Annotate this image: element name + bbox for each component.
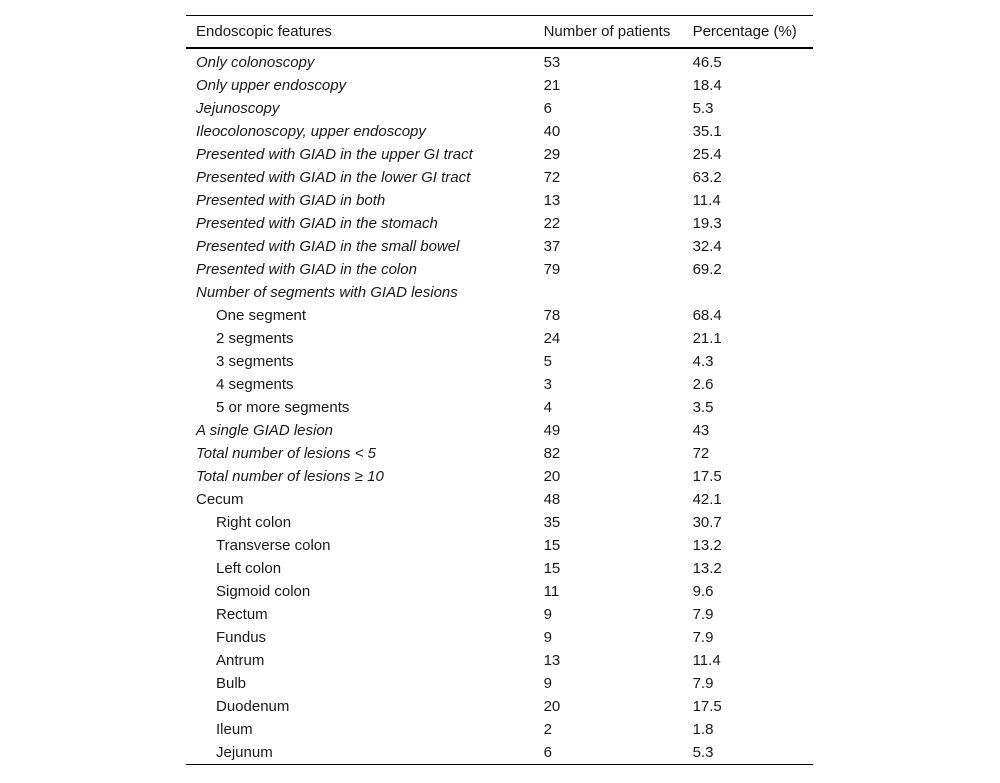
table-row	[186, 557, 813, 580]
cell-patients: 49	[543, 422, 561, 439]
cell-feature: Presented with GIAD in both	[196, 192, 386, 209]
cell-percentage: 3.5	[692, 399, 714, 416]
cell-percentage: 72	[692, 445, 710, 462]
cell-feature: Jejunum	[216, 744, 273, 761]
cell-percentage: 17.5	[692, 468, 722, 485]
cell-percentage: 17.5	[692, 698, 722, 715]
cell-feature: Total number of lesions < 5	[196, 445, 376, 462]
cell-feature: Total number of lesions ≥ 10	[196, 468, 384, 485]
cell-feature: 2 segments	[216, 330, 294, 347]
cell-feature: Right colon	[216, 514, 292, 531]
table-row	[186, 672, 813, 695]
cell-patients: 15	[543, 537, 561, 554]
cell-feature: 4 segments	[216, 376, 294, 393]
cell-percentage: 5.3	[692, 744, 714, 761]
cell-patients: 20	[543, 468, 561, 485]
cell-patients: 13	[543, 192, 561, 209]
cell-patients: 53	[543, 54, 561, 71]
table-row	[186, 626, 813, 649]
cell-patients: 37	[543, 238, 561, 255]
cell-patients: 11	[543, 583, 560, 600]
cell-patients: 5	[543, 353, 552, 370]
table-body	[186, 48, 813, 765]
cell-percentage: 13.2	[692, 537, 722, 554]
cell-feature: Sigmoid colon	[216, 583, 311, 600]
cell-feature: A single GIAD lesion	[196, 422, 334, 439]
table-row	[186, 258, 813, 281]
table-row	[186, 120, 813, 143]
cell-feature: Cecum	[196, 491, 244, 508]
table-row	[186, 465, 813, 488]
cell-feature: Bulb	[216, 675, 247, 692]
cell-patients: 9	[543, 675, 552, 692]
table-row	[186, 97, 813, 120]
table-row	[186, 373, 813, 396]
table-row	[186, 396, 813, 419]
cell-feature: Duodenum	[216, 698, 290, 715]
table-row	[186, 488, 813, 511]
cell-percentage: 5.3	[692, 100, 714, 117]
cell-percentage: 11.4	[692, 192, 721, 209]
cell-patients: 79	[543, 261, 561, 278]
header-endoscopic-features: Endoscopic features	[196, 23, 332, 40]
cell-patients: 29	[543, 146, 561, 163]
cell-feature: Jejunoscopy	[196, 100, 280, 117]
cell-patients: 3	[543, 376, 552, 393]
table-row	[186, 695, 813, 718]
cell-patients: 20	[543, 698, 561, 715]
table-row	[186, 48, 813, 74]
cell-percentage: 43	[692, 422, 710, 439]
table-row	[186, 534, 813, 557]
cell-percentage: 4.3	[692, 353, 714, 370]
endoscopic-features-table-container	[186, 15, 813, 765]
table-row	[186, 166, 813, 189]
cell-percentage: 42.1	[692, 491, 722, 508]
cell-percentage: 2.6	[692, 376, 714, 393]
cell-patients: 6	[543, 100, 552, 117]
table-row	[186, 281, 813, 304]
cell-percentage: 68.4	[692, 307, 722, 324]
cell-feature: Presented with GIAD in the colon	[196, 261, 417, 278]
table-row	[186, 143, 813, 166]
header-number-of-patients: Number of patients	[543, 23, 671, 40]
endoscopic-features-table	[186, 15, 813, 765]
cell-percentage: 19.3	[692, 215, 722, 232]
table-row	[186, 442, 813, 465]
cell-feature: Only colonoscopy	[196, 54, 315, 71]
cell-patients: 82	[543, 445, 561, 462]
cell-feature: Antrum	[216, 652, 265, 669]
cell-percentage: 69.2	[692, 261, 722, 278]
cell-patients: 2	[543, 721, 552, 738]
cell-feature: Transverse colon	[216, 537, 331, 554]
cell-feature: Ileum	[216, 721, 253, 738]
cell-patients: 9	[543, 629, 552, 646]
table-row	[186, 649, 813, 672]
table-row	[186, 235, 813, 258]
cell-patients: 21	[543, 77, 561, 94]
cell-percentage	[683, 281, 813, 304]
cell-feature: Presented with GIAD in the lower GI tract	[196, 169, 471, 186]
cell-patients: 9	[543, 606, 552, 623]
cell-percentage: 18.4	[692, 77, 722, 94]
table-row	[186, 74, 813, 97]
cell-patients: 24	[543, 330, 561, 347]
cell-percentage: 1.8	[692, 721, 714, 738]
table-row	[186, 603, 813, 626]
table-row	[186, 580, 813, 603]
cell-feature: Fundus	[216, 629, 267, 646]
cell-patients	[534, 281, 683, 304]
table-header	[186, 16, 813, 49]
table-row	[186, 304, 813, 327]
cell-percentage: 7.9	[692, 606, 714, 623]
cell-patients: 13	[543, 652, 561, 669]
table-row	[186, 327, 813, 350]
table-row	[186, 741, 813, 765]
cell-patients: 78	[543, 307, 561, 324]
cell-percentage: 21.1	[692, 330, 722, 347]
header-percentage: Percentage (%)	[692, 23, 797, 40]
cell-percentage: 32.4	[692, 238, 722, 255]
table-row	[186, 212, 813, 235]
cell-feature: Presented with GIAD in the stomach	[196, 215, 438, 232]
cell-feature: One segment	[216, 307, 307, 324]
cell-feature: Rectum	[216, 606, 268, 623]
cell-percentage: 13.2	[692, 560, 722, 577]
cell-feature: Only upper endoscopy	[196, 77, 347, 94]
cell-percentage: 30.7	[692, 514, 722, 531]
table-row	[186, 189, 813, 212]
cell-percentage: 25.4	[692, 146, 722, 163]
cell-feature: 5 or more segments	[216, 399, 350, 416]
cell-feature: Presented with GIAD in the small bowel	[196, 238, 460, 255]
cell-percentage: 9.6	[692, 583, 714, 600]
cell-percentage: 46.5	[692, 54, 722, 71]
cell-feature: 3 segments	[216, 353, 294, 370]
cell-patients: 72	[543, 169, 561, 186]
cell-feature: Ileocolonoscopy, upper endoscopy	[196, 123, 426, 140]
cell-patients: 48	[543, 491, 561, 508]
table-row	[186, 718, 813, 741]
cell-feature: Presented with GIAD in the upper GI tract	[196, 146, 473, 163]
table-row	[186, 419, 813, 442]
cell-patients: 22	[543, 215, 561, 232]
cell-patients: 35	[543, 514, 561, 531]
cell-percentage: 63.2	[692, 169, 722, 186]
cell-percentage: 11.4	[692, 652, 721, 669]
cell-patients: 15	[543, 560, 561, 577]
cell-percentage: 35.1	[692, 123, 722, 140]
cell-feature: Number of segments with GIAD lesions	[196, 284, 458, 301]
cell-patients: 4	[543, 399, 552, 416]
cell-percentage: 7.9	[692, 629, 714, 646]
cell-feature: Left colon	[216, 560, 282, 577]
table-row	[186, 350, 813, 373]
cell-percentage: 7.9	[692, 675, 714, 692]
cell-patients: 6	[543, 744, 552, 761]
table-row	[186, 511, 813, 534]
cell-patients: 40	[543, 123, 561, 140]
header-row	[186, 16, 813, 49]
